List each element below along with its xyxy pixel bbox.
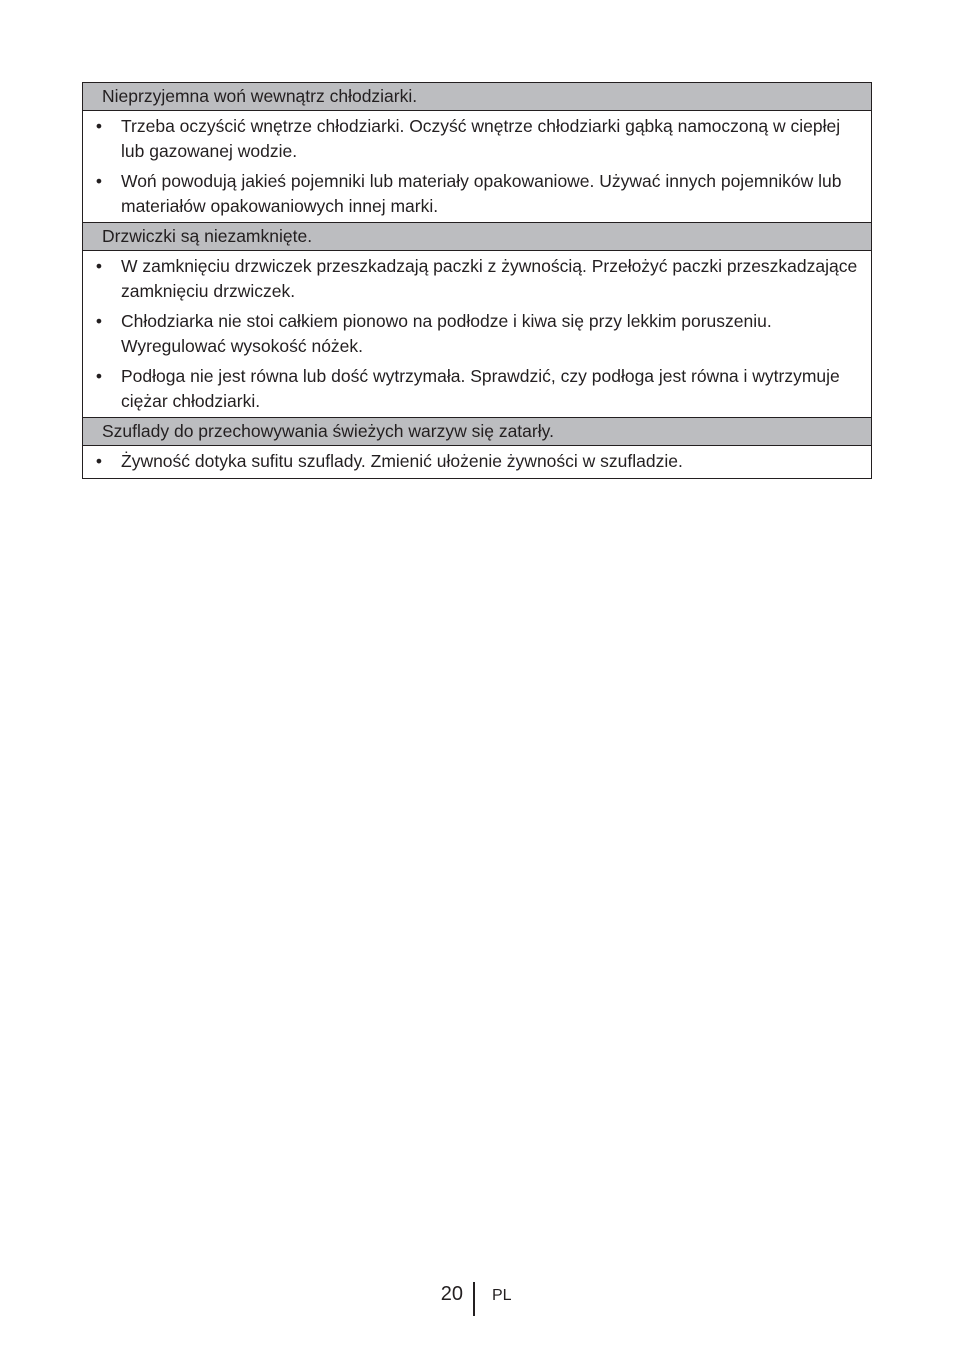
list-item (83, 364, 871, 413)
list-item-text: Trzeba oczyścić wnętrze chłodziarki. Oczyść wnętrze chłodziarki gąbką namoczoną w ciepłej lub gazowanej wodzie. (121, 116, 841, 161)
bullet-icon: • (95, 311, 103, 331)
section-door-not-closed (83, 223, 871, 418)
list-item (83, 114, 871, 163)
footer-divider (473, 1282, 475, 1316)
list-item-text: Woń powodują jakieś pojemniki lub materiały opakowaniowe. Używać innych pojemników lub materiałów opakowaniowych innej marki. (121, 171, 842, 216)
section-header: Nieprzyjemna woń wewnątrz chłodziarki. (83, 83, 871, 111)
list-item (83, 309, 871, 358)
troubleshooting-table (82, 82, 872, 479)
list-item-text: Żywność dotyka sufitu szuflady. Zmienić ułożenie żywności w szufladzie. (121, 451, 683, 471)
section-unpleasant-odor (83, 83, 871, 223)
page-number: 20 (440, 1283, 463, 1305)
bullet-icon: • (95, 116, 103, 136)
language-code: PL (492, 1287, 512, 1304)
bullet-icon: • (95, 171, 103, 191)
section-body (83, 111, 871, 223)
list-item (83, 169, 871, 218)
list-item (83, 449, 871, 474)
section-body (83, 251, 871, 418)
section-body (83, 446, 871, 478)
section-crisper-drawers-stuck (83, 418, 871, 478)
bullet-icon: • (95, 256, 103, 276)
list-item (83, 254, 871, 303)
list-item-text: Podłoga nie jest równa lub dość wytrzymała. Sprawdzić, czy podłoga jest równa i wytrzymuje ciężar chłodziarki. (121, 366, 840, 411)
section-header: Szuflady do przechowywania świeżych warzyw się zatarły. (83, 418, 871, 446)
section-header: Drzwiczki są niezamknięte. (83, 223, 871, 251)
list-item-text: Chłodziarka nie stoi całkiem pionowo na podłodze i kiwa się przy lekkim poruszeniu. Wyregulować wysokość nóżek. (121, 311, 772, 356)
list-item-text: W zamknięciu drzwiczek przeszkadzają paczki z żywnością. Przełożyć paczki przeszkadzające zamknięciu drzwiczek. (121, 256, 858, 301)
page-footer (0, 1280, 954, 1316)
bullet-icon: • (95, 451, 103, 471)
bullet-icon: • (95, 366, 103, 386)
